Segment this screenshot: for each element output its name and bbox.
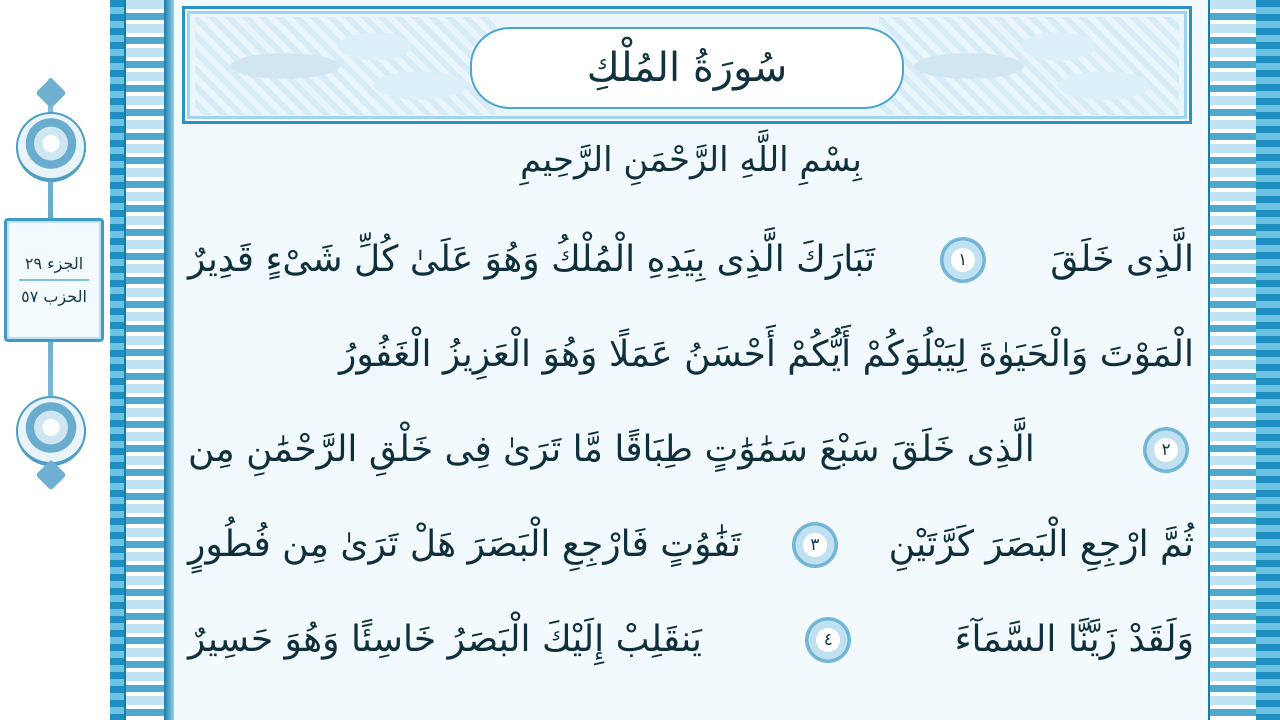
quran-line — [188, 402, 1194, 497]
border-band-outer-left — [110, 0, 124, 720]
quran-line-segment-left: ثُمَّ ارْجِعِ الْبَصَرَ كَرَّتَيْنِ — [888, 524, 1194, 565]
juz-hizb-badge — [4, 218, 104, 342]
quran-line — [188, 497, 1194, 592]
quran-line-segment-left: الَّذِى خَلَقَ سَبْعَ سَمَٰوَٰتٍ طِبَاقًا مَّا تَرَىٰ فِى خَلْقِ الرَّحْمَٰنِ مِن — [188, 429, 1035, 470]
surah-title-plate — [470, 27, 904, 109]
ayah-number-marker: ١ — [941, 238, 985, 282]
quran-line-segment-right: الْمَوْتَ وَالْحَيَوٰةَ لِيَبْلُوَكُمْ أَيُّكُمْ أَحْسَنُ عَمَلًا وَهُوَ الْعَزِيزُ الْغَفُورُ — [338, 334, 1194, 375]
quran-line-segment-right: تَبَارَكَ الَّذِى بِيَدِهِ الْمُلْكُ وَهُوَ عَلَىٰ كُلِّ شَىْءٍ قَدِيرٌ — [188, 239, 876, 280]
quran-line — [188, 212, 1194, 307]
text-panel — [174, 0, 1208, 720]
ayah-number-marker: ٣ — [793, 523, 837, 567]
hizb-label: الحزب ٥٧ — [21, 287, 87, 306]
juz-label: الجزء ٢٩ — [24, 254, 84, 273]
border-band-outer-right — [1256, 0, 1280, 720]
juz-divider — [19, 279, 89, 281]
quran-line-segment-left: وَلَقَدْ زَيَّنَّا السَّمَآءَ — [954, 619, 1194, 660]
border-band-pattern-left — [124, 0, 168, 720]
quran-line-segment-right: تَفَٰوُتٍ فَارْجِعِ الْبَصَرَ هَلْ تَرَىٰ مِن فُطُورٍ — [188, 524, 742, 565]
ayah-number-marker: ٤ — [806, 618, 850, 662]
quran-line-segment-left: الَّذِى خَلَقَ — [1050, 239, 1194, 280]
quran-line-segment-right: يَنقَلِبْ إِلَيْكَ الْبَصَرُ خَاسِئًا وَهُوَ حَسِيرٌ — [188, 619, 702, 660]
surah-title: سُورَةُ المُلْكِ — [586, 45, 788, 91]
ornament-medallion-bottom-icon — [16, 396, 86, 466]
basmala-line: بِسْمِ اللَّهِ الرَّحْمَنِ الرَّحِيمِ — [520, 140, 862, 180]
quran-line — [188, 307, 1194, 402]
title-ornament-left-icon — [195, 17, 495, 115]
surah-title-frame — [182, 6, 1192, 124]
ayah-number-marker: ٢ — [1144, 428, 1188, 472]
title-ornament-right-icon — [879, 17, 1179, 115]
ayah-lines — [188, 212, 1194, 687]
border-band-inner-left — [164, 0, 174, 720]
side-ornament-marker — [4, 78, 100, 488]
ornament-finial-top-icon — [35, 77, 66, 108]
quran-line — [188, 592, 1194, 687]
ornament-medallion-top-icon — [16, 112, 86, 182]
border-band-pattern-right — [1208, 0, 1260, 720]
